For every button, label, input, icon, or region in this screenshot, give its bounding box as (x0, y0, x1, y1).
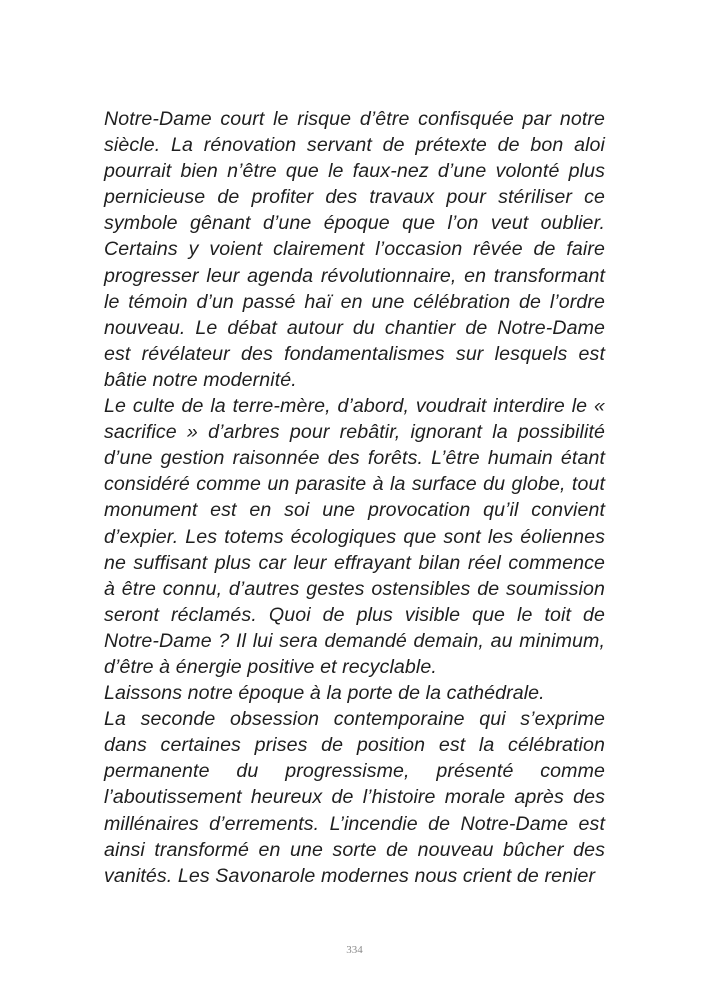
paragraph-2: Le culte de la terre-mère, d’abord, voudrait interdire le « sacrifice » d’arbres pour rebâtir, ignorant la possibilité d’une gestion raisonnée des forêts. L’être humain étant considéré comme un parasite à la surface du globe, tout monument est en soi une provocation qu’il convient d’expier. Les totems écologiques que sont les éoliennes ne suffisant plus car leur effrayant bilan réel commence à être connu, d’autres gestes ostensibles de soumission seront réclamés. Quoi de plus visible que le toit de Notre-Dame ? Il lui sera demandé demain, au minimum, d’être à énergie positive et recyclable. (104, 395, 605, 678)
paragraph-1: Notre-Dame court le risque d’être confisquée par notre siècle. La rénovation servant de prétexte de bon aloi pourrait bien n’être que le faux-nez d’une volonté plus pernicieuse de profiter des travaux pour stériliser ce symbole gênant d’une époque que l’on veut oublier. Certains y voient clairement l’occasion rêvée de faire progresser leur agenda révolutionnaire, en transformant le témoin d’un passé haï en une célébration de l’ordre nouveau. Le débat autour du chantier de Notre-Dame est révélateur des fondamentalismes sur lesquels est bâtie notre modernité. (104, 108, 605, 391)
paragraph-3: Laissons notre époque à la porte de la cathédrale. (104, 682, 545, 705)
body-text (104, 106, 605, 889)
paragraph-4: La seconde obsession contemporaine qui s’exprime dans certaines prises de position est la célébration permanente du progressisme, présenté comme l’aboutissement heureux de l’histoire morale après des millénaires d’errements. L’incendie de Notre-Dame est ainsi transformé en une sorte de nouveau bûcher des vanités. Les Savonarole modernes nous crient de renier (104, 708, 605, 887)
page-number: 334 (346, 944, 363, 956)
